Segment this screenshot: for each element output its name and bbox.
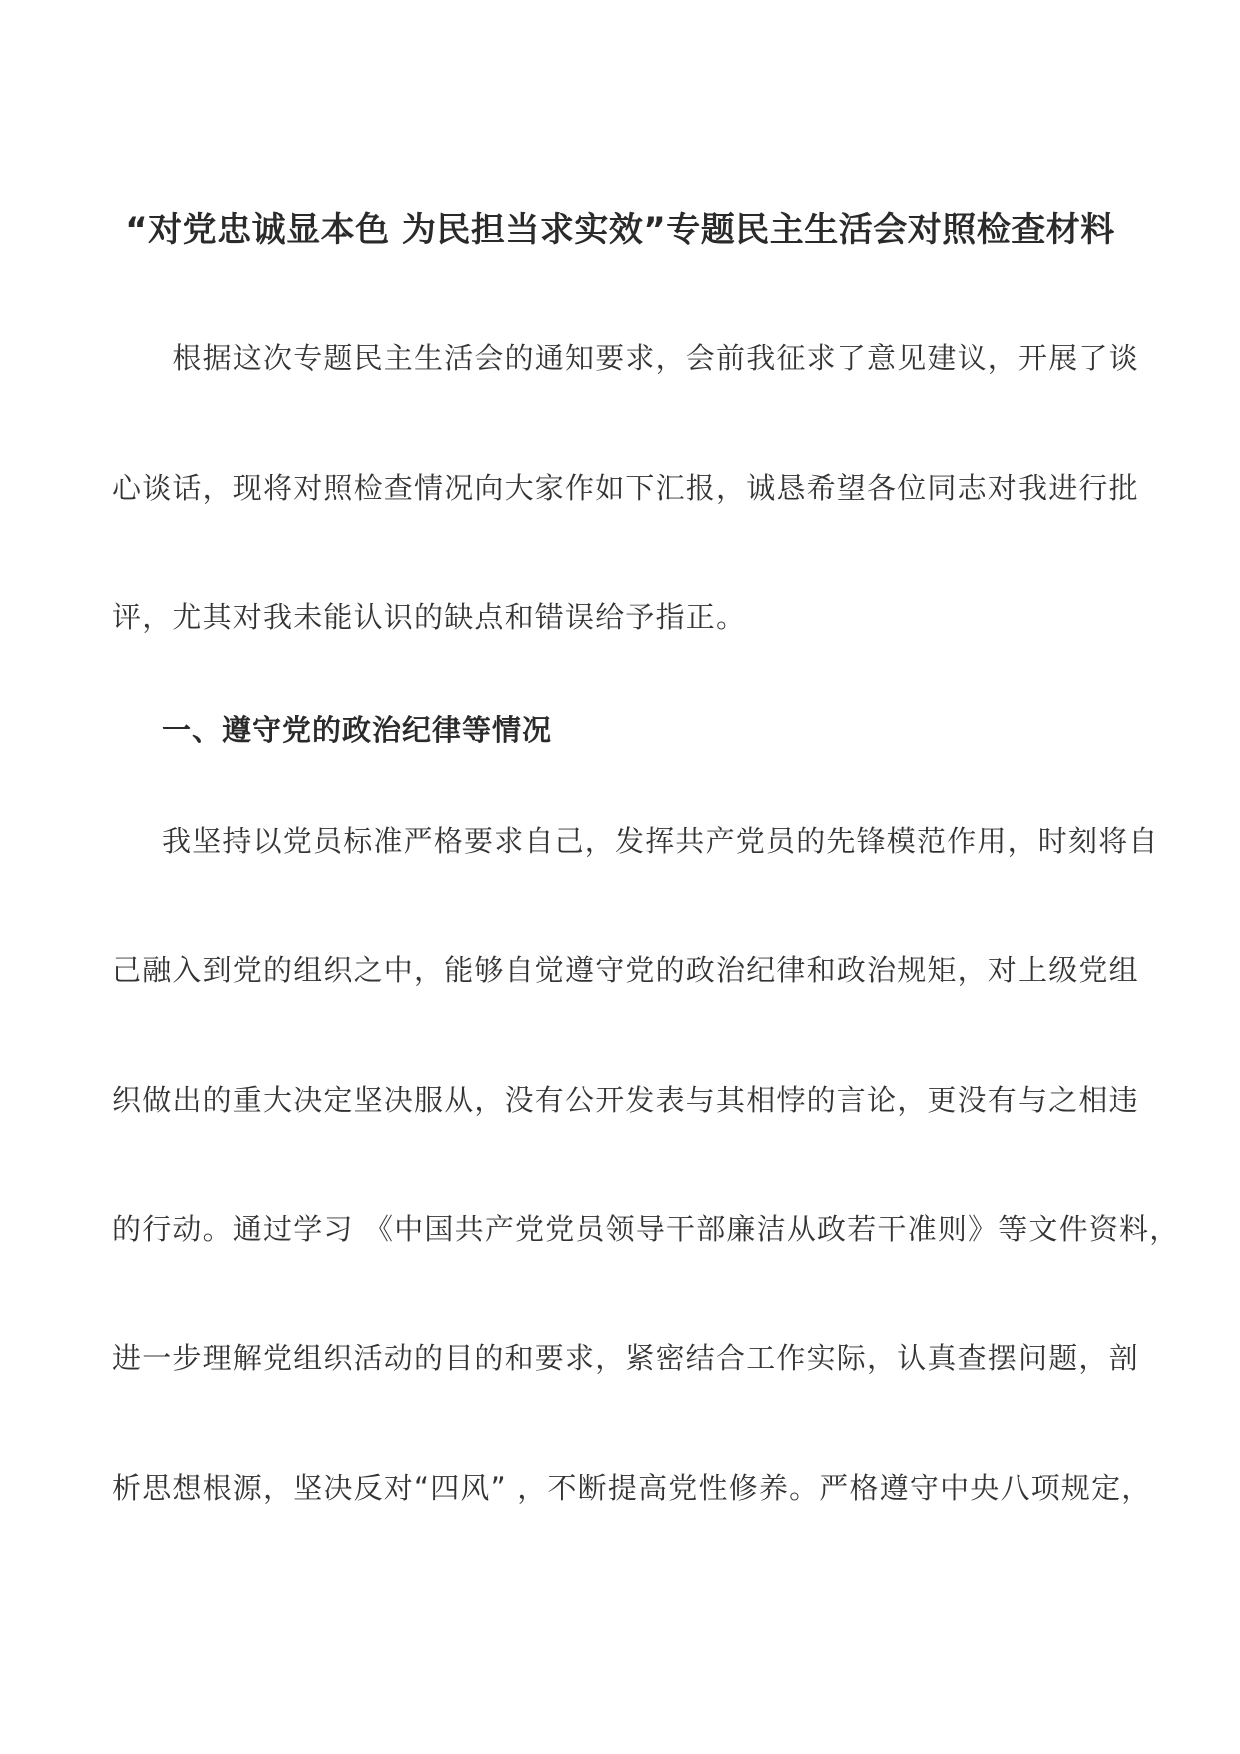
paragraph-line: 根据这次专题民主生活会的通知要求，会前我征求了意见建议，开展了谈 (112, 341, 1139, 375)
paragraph-line: 我坚持以党员标准严格要求自己，发挥共产党员的先锋模范作用，时刻将自 (162, 824, 1159, 858)
paragraph-line: 的行动。通过学习 《中国共产党党员领导干部廉洁从政若干准则》等文件资料， (112, 1212, 1180, 1246)
paragraph-line: 评，尤其对我未能认识的缺点和错误给予指正。 (112, 600, 747, 634)
paragraph-line: 析思想根源，坚决反对“四风” ，不断提高党性修养。严格遵守中央八项规定， (112, 1471, 1152, 1505)
paragraph-line: 织做出的重大决定坚决服从，没有公开发表与其相悖的言论，更没有与之相违 (112, 1083, 1139, 1117)
section-heading: 一、遵守党的政治纪律等情况 (162, 713, 553, 747)
paragraph-line: 进一步理解党组织活动的目的和要求，紧密结合工作实际，认真查摆问题，剖 (112, 1341, 1139, 1375)
paragraph-line: 心谈话，现将对照检查情况向大家作如下汇报，诚恳希望各位同志对我进行批 (112, 471, 1139, 505)
document-title: “对党忠诚显本色 为民担当求实效”专题民主生活会对照检查材料 (125, 210, 1115, 250)
paragraph-line: 己融入到党的组织之中，能够自觉遵守党的政治纪律和政治规矩，对上级党组 (112, 953, 1139, 987)
